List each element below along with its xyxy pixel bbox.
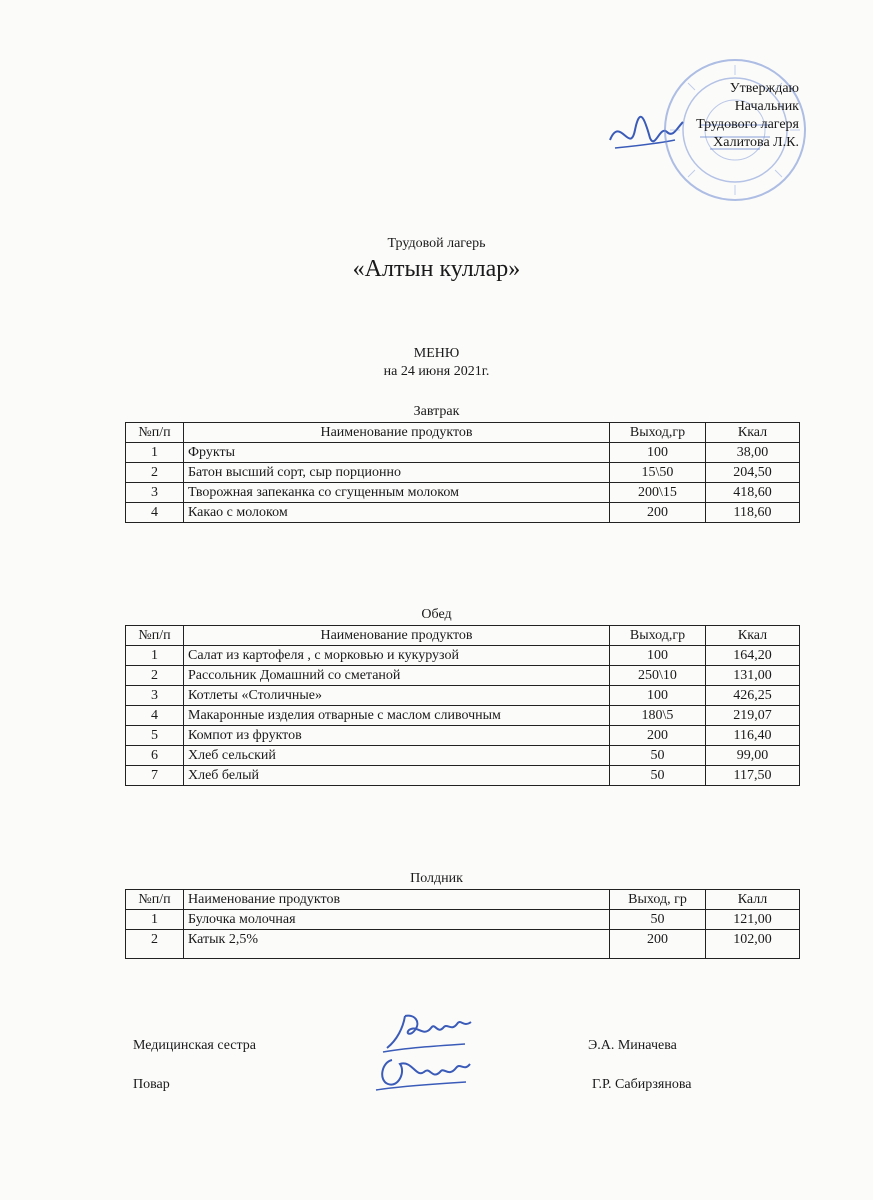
table-row (126, 686, 800, 706)
row-number: 7 (126, 766, 184, 786)
table-row (126, 646, 800, 666)
row-number: 1 (126, 443, 184, 463)
table-row (126, 443, 800, 463)
row-number: 1 (126, 910, 184, 930)
row-product-name: Творожная запеканка со сгущенным молоком (184, 483, 610, 503)
row-output: 250\10 (610, 666, 706, 686)
row-product-name: Компот из фруктов (184, 726, 610, 746)
table-row (126, 726, 800, 746)
cook-name: Г.Р. Сабирзянова (592, 1077, 692, 1092)
row-output: 100 (610, 443, 706, 463)
snack-table (125, 889, 800, 959)
row-product-name: Фрукты (184, 443, 610, 463)
header-product-name: Наименование продуктов (184, 890, 610, 910)
table-row (126, 930, 800, 959)
table-header-row (126, 626, 800, 646)
cook-signature (372, 1050, 472, 1096)
row-output: 50 (610, 766, 706, 786)
row-kcal: 116,40 (706, 726, 800, 746)
row-product-name: Салат из картофеля , с морковью и кукурузой (184, 646, 610, 666)
row-kcal: 102,00 (706, 930, 800, 959)
row-output: 200 (610, 503, 706, 523)
header-number: №п/п (126, 626, 184, 646)
row-product-name: Батон высший сорт, сыр порционно (184, 463, 610, 483)
table-row (126, 746, 800, 766)
header-output: Выход, гр (610, 890, 706, 910)
row-number: 3 (126, 483, 184, 503)
row-product-name: Хлеб сельский (184, 746, 610, 766)
table-row (126, 503, 800, 523)
snack-title: Полдник (410, 871, 463, 886)
row-product-name: Макаронные изделия отварные с маслом сливочным (184, 706, 610, 726)
row-output: 50 (610, 910, 706, 930)
breakfast-title: Завтрак (413, 404, 460, 419)
row-output: 50 (610, 746, 706, 766)
nurse-role: Медицинская сестра (133, 1038, 257, 1053)
row-product-name: Котлеты «Столичные» (184, 686, 610, 706)
header-kcal: Ккал (706, 423, 800, 443)
row-kcal: 426,25 (706, 686, 800, 706)
lunch-table (125, 625, 800, 786)
header-output: Выход,гр (610, 626, 706, 646)
table-header-row (126, 890, 800, 910)
camp-label: Трудовой лагерь (387, 236, 486, 251)
row-kcal: 121,00 (706, 910, 800, 930)
row-kcal: 38,00 (706, 443, 800, 463)
row-output: 100 (610, 686, 706, 706)
menu-title: МЕНЮ (413, 346, 460, 361)
nurse-signature (375, 1008, 475, 1056)
menu-date: на 24 июня 2021г. (383, 364, 490, 379)
header-output: Выход,гр (610, 423, 706, 443)
lunch-title: Обед (421, 607, 452, 622)
row-number: 4 (126, 503, 184, 523)
camp-name: «Алтын куллар» (352, 256, 521, 282)
table-header-row (126, 423, 800, 443)
table-row (126, 666, 800, 686)
nurse-name: Э.А. Миначева (588, 1038, 677, 1053)
row-number: 4 (126, 706, 184, 726)
row-output: 200\15 (610, 483, 706, 503)
row-kcal: 418,60 (706, 483, 800, 503)
row-number: 2 (126, 930, 184, 959)
table-row (126, 910, 800, 930)
table-row (126, 706, 800, 726)
approval-line-approve: Утверждаю (729, 81, 799, 96)
row-number: 3 (126, 686, 184, 706)
row-output: 200 (610, 726, 706, 746)
row-kcal: 164,20 (706, 646, 800, 666)
table-row (126, 483, 800, 503)
row-product-name: Рассольник Домашний со сметаной (184, 666, 610, 686)
row-number: 2 (126, 666, 184, 686)
row-kcal: 204,50 (706, 463, 800, 483)
row-kcal: 219,07 (706, 706, 800, 726)
row-output: 15\50 (610, 463, 706, 483)
header-kcal: Ккал (706, 626, 800, 646)
row-product-name: Какао с молоком (184, 503, 610, 523)
row-kcal: 99,00 (706, 746, 800, 766)
row-output: 100 (610, 646, 706, 666)
row-number: 6 (126, 746, 184, 766)
cook-role: Повар (133, 1077, 170, 1092)
row-output: 200 (610, 930, 706, 959)
approval-line-organization: Трудового лагеря (696, 117, 799, 132)
approval-line-position: Начальник (734, 99, 799, 114)
row-product-name: Хлеб белый (184, 766, 610, 786)
row-kcal: 118,60 (706, 503, 800, 523)
breakfast-table (125, 422, 800, 523)
header-number: №п/п (126, 890, 184, 910)
header-product-name: Наименование продуктов (184, 626, 610, 646)
row-product-name: Катык 2,5% (184, 930, 610, 959)
row-kcal: 117,50 (706, 766, 800, 786)
table-row (126, 463, 800, 483)
header-number: №п/п (126, 423, 184, 443)
approval-block (696, 80, 799, 152)
row-number: 1 (126, 646, 184, 666)
row-kcal: 131,00 (706, 666, 800, 686)
row-output: 180\5 (610, 706, 706, 726)
row-number: 2 (126, 463, 184, 483)
header-kcal: Калл (706, 890, 800, 910)
table-row (126, 766, 800, 786)
header-product-name: Наименование продуктов (184, 423, 610, 443)
row-number: 5 (126, 726, 184, 746)
row-product-name: Булочка молочная (184, 910, 610, 930)
approval-line-name: Халитова Л.К. (713, 135, 799, 150)
